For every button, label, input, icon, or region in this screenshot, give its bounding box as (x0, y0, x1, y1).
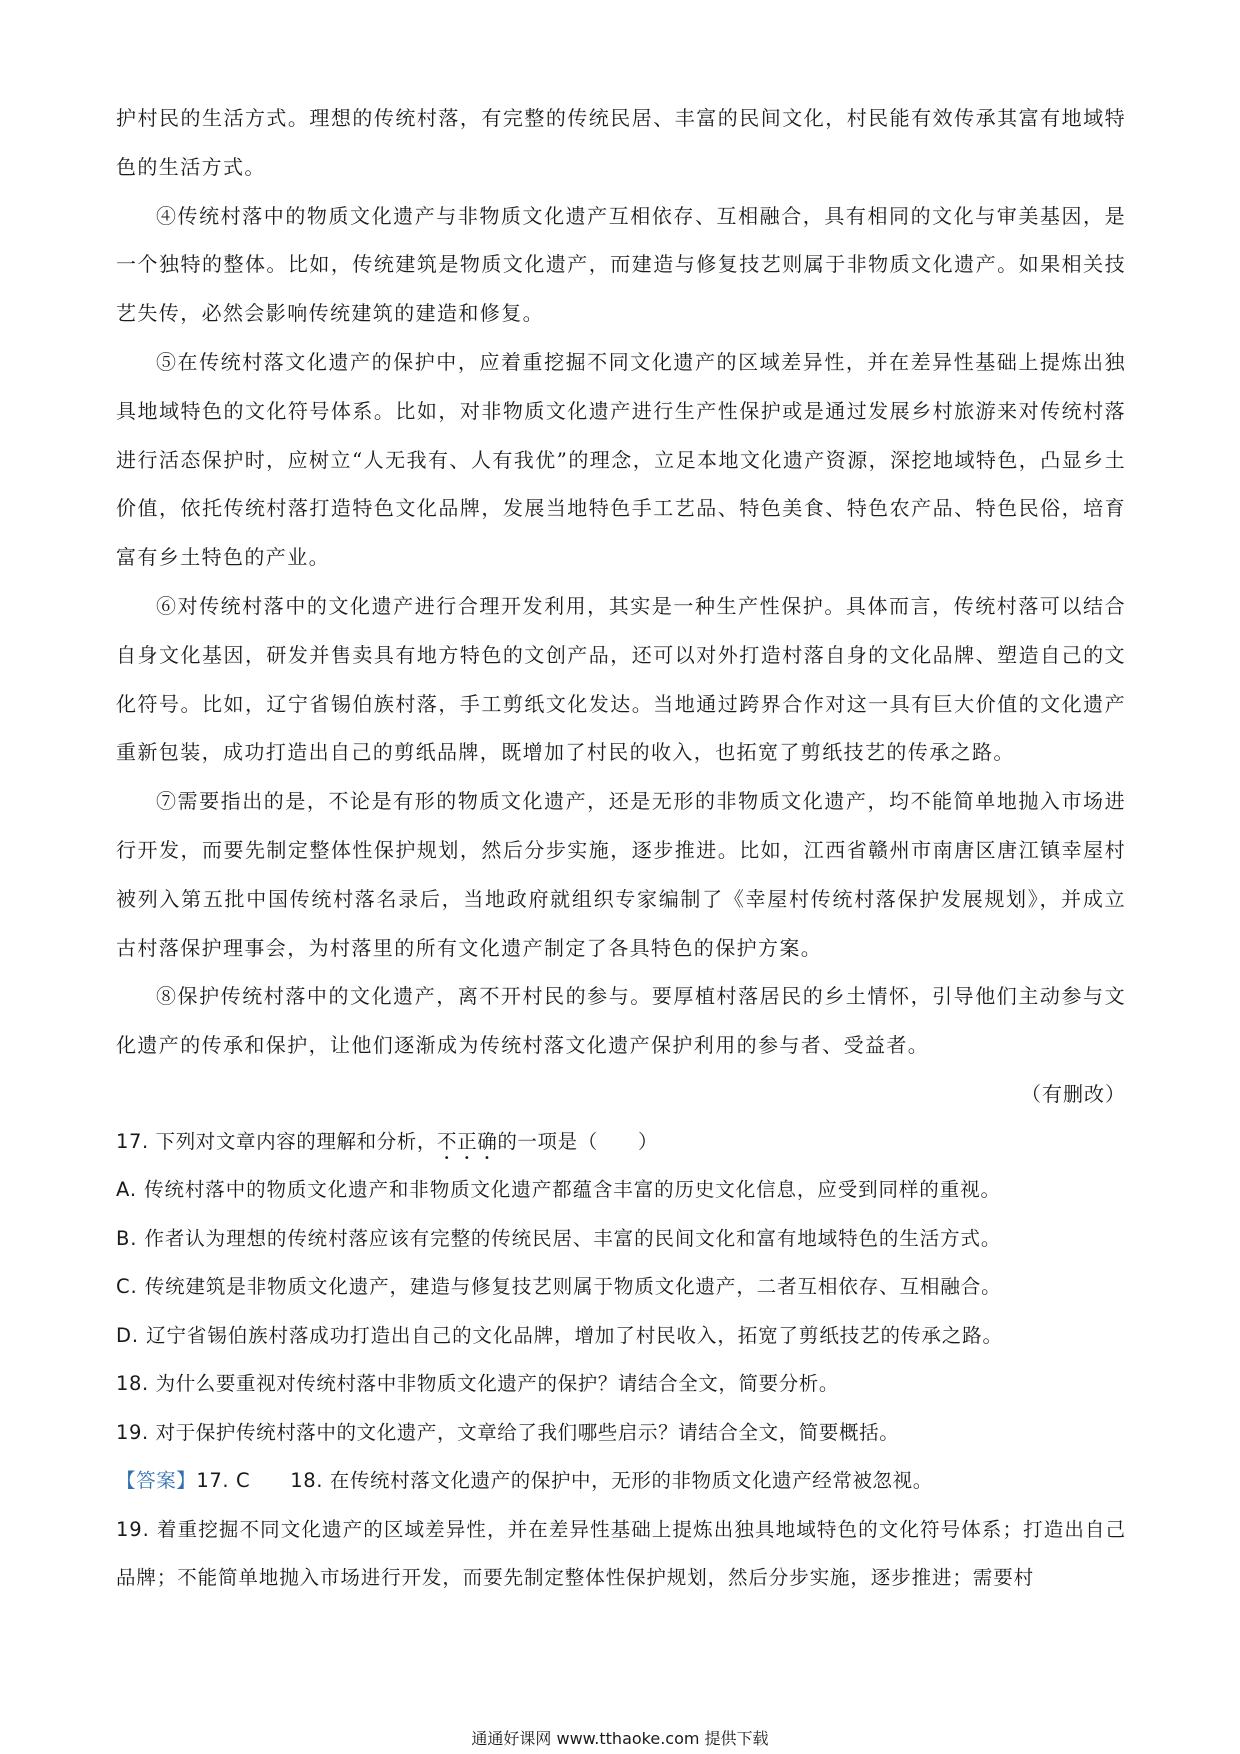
question-17-prefix: 17. 下列对文章内容的理解和分析， (116, 1129, 438, 1153)
option-d: D. 辽宁省锡伯族村落成功打造出自己的文化品牌，增加了村民收入，拓宽了剪纸技艺的传承之路。 (116, 1323, 1003, 1347)
question-17 (116, 1118, 1126, 1167)
paragraph-7: ⑦需要指出的是，不论是有形的物质文化遗产，还是无形的非物质文化遗产，均不能简单地抛入市场进行开发，而要先制定整体性保护规划，然后分步实施，逐步推进。比如，江西省赣州市南唐区唐江镇幸屋村被列入第五批中国传统村落名录后，当地政府就组织专家编制了《幸屋村传统村落保护发展规划》，并成立古村落保护理事会，为村落里的所有文化遗产制定了各具特色的保护方案。 (116, 789, 1126, 960)
paragraph-continued: 护村民的生活方式。理想的传统村落，有完整的传统民居、丰富的民间文化，村民能有效传承其富有地域特色的生活方式。 (116, 106, 1126, 179)
paragraph-4: ④传统村落中的物质文化遗产与非物质文化遗产互相依存、互相融合，具有相同的文化与审美基因，是一个独特的整体。比如，传统建筑是物质文化遗产，而建造与修复技艺则属于非物质文化遗产。如果相关技艺失传，必然会影响传统建筑的建造和修复。 (116, 203, 1126, 326)
question-18: 18. 为什么要重视对传统村落中非物质文化遗产的保护？请结合全文，简要分析。 (116, 1372, 840, 1396)
answer-19: 19. 着重挖掘不同文化遗产的区域差异性，并在差异性基础上提炼出独具地域特色的文化符号体系；打造出自己品牌；不能简单地抛入市场进行开发，而要先制定整体性保护规划，然后分步实施，逐步推进；需要村 (116, 1517, 1126, 1590)
question-17-suffix: 的一项是（ ） (497, 1129, 659, 1153)
question-19: 19. 对于保护传统村落中的文化遗产，文章给了我们哪些启示？请结合全文，简要概括。 (116, 1420, 900, 1444)
paragraph-8: ⑧保护传统村落中的文化遗产，离不开村民的参与。要厚植村落居民的乡土情怀，引导他们主动参与文化遗产的传承和保护，让他们逐渐成为传统村落文化遗产保护利用的参与者、受益者。 (116, 984, 1126, 1058)
footer-download-note: 通通好课网 www.tthaoke.com 提供下载 (471, 1729, 769, 1748)
answer-tag: 【答案】 (116, 1469, 197, 1493)
paragraph-5: ⑤在传统村落文化遗产的保护中，应着重挖掘不同文化遗产的区域差异性，并在差异性基础上提炼出独具地域特色的文化符号体系。比如，对非物质文化遗产进行生产性保护或是通过发展乡村旅游来对传统村落进行活态保护时，应树立“人无我有、人有我优”的理念，立足本地文化遗产资源，深挖地域特色，凸显乡土价值，依托传统村落打造特色文化品牌，发展当地特色手工艺品、特色美食、特色农产品、特色民俗，培育富有乡土特色的产业。 (116, 349, 1126, 570)
document-page (116, 94, 1126, 1603)
question-17-emphasis: 不正确 (437, 1129, 498, 1153)
answer-18: 18. 在传统村落文化遗产的保护中，无形的非物质文化遗产经常被忽视。 (290, 1469, 933, 1493)
answer-line (116, 1457, 1126, 1506)
edit-note: （有删改） (1021, 1081, 1126, 1106)
answer-17: 17. C (196, 1469, 251, 1493)
option-c: C. 传统建筑是非物质文化遗产，建造与修复技艺则属于物质文化遗产，二者互相依存、互相融合。 (116, 1275, 1002, 1299)
option-a: A. 传统村落中的物质文化遗产和非物质文化遗产都蕴含丰富的历史文化信息，应受到同样的重视。 (116, 1178, 1001, 1202)
paragraph-6: ⑥对传统村落中的文化遗产进行合理开发利用，其实是一种生产性保护。具体而言，传统村落可以结合自身文化基因，研发并售卖具有地方特色的文创产品，还可以对外打造村落自身的文化品牌、塑造自己的文化符号。比如，辽宁省锡伯族村落，手工剪纸文化发达。当地通过跨界合作对这一具有巨大价值的文化遗产重新包装，成功打造出自己的剪纸品牌，既增加了村民的收入，也拓宽了剪纸技艺的传承之路。 (116, 593, 1126, 765)
option-b: B. 作者认为理想的传统村落应该有完整的传统民居、丰富的民间文化和富有地域特色的生活方式。 (116, 1226, 1002, 1250)
